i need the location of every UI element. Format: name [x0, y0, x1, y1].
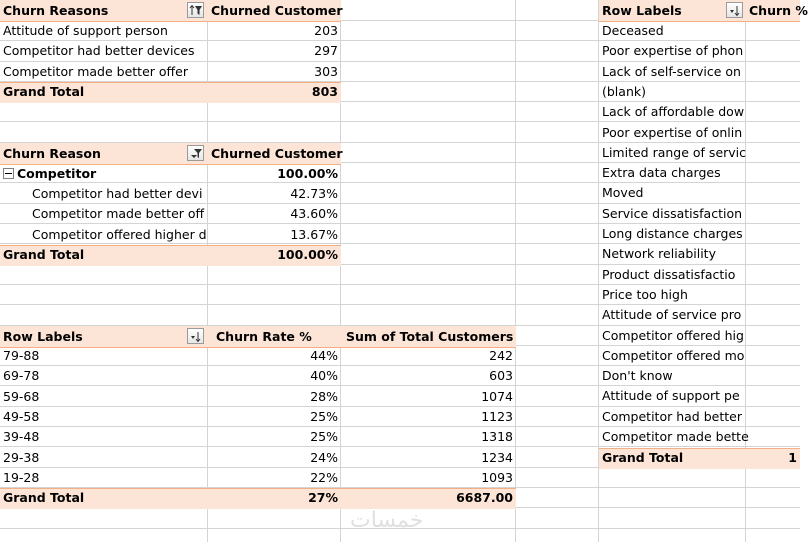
table3-row-customers: 1093 — [481, 469, 513, 485]
table3-row-rate: 22% — [310, 469, 338, 485]
table4-row-label: Don't know — [602, 368, 673, 384]
table1-row-label: Competitor had better devices — [3, 43, 195, 59]
collapse-minus-icon[interactable] — [3, 168, 14, 179]
table1-row-label: Attitude of support person — [3, 23, 168, 38]
table2-col1-header: Churn Reason — [0, 144, 185, 164]
table3-row-label: 59-68 — [3, 388, 40, 404]
table2-row-value: 43.60% — [290, 206, 338, 222]
filter-funnel-icon — [189, 147, 203, 160]
table2-col2-header: Churned Customer — [208, 144, 340, 164]
table3-total-rate: 27% — [308, 490, 338, 505]
dropdown-arrow-icon-button[interactable] — [726, 2, 743, 18]
table3-row-label: 49-58 — [3, 408, 40, 424]
table1-row-label: Competitor made better offer — [3, 63, 188, 79]
table4-row-label: (blank) — [602, 83, 646, 99]
dropdown-arrow-icon-button[interactable] — [187, 328, 204, 344]
table4-total-label: Grand Total — [602, 450, 684, 465]
table3-row-rate: 25% — [310, 429, 338, 445]
table3-row-label: 69-78 — [3, 368, 40, 384]
table4-row-label: Poor expertise of phon — [602, 43, 744, 59]
table3-row-customers: 1074 — [481, 388, 513, 404]
table2-row-label: Competitor had better devi — [32, 186, 203, 201]
table4-row-label: Limited range of servic — [602, 144, 747, 160]
table3-row-label: 19-28 — [3, 469, 40, 485]
table4-row-label: Competitor had better — [602, 408, 742, 424]
dropdown-sort-icon — [189, 330, 203, 343]
table3-row-rate: 28% — [310, 388, 338, 404]
table4-row-label: Poor expertise of onlin — [602, 124, 743, 140]
watermark: خمسات — [350, 508, 424, 533]
table3-row-rate: 40% — [310, 368, 338, 384]
table2-total-value: 100.00% — [277, 247, 338, 262]
table1-row-value: 297 — [314, 43, 338, 59]
table2-row-label: Competitor made better off — [32, 206, 205, 222]
table3-row-label: 39-48 — [3, 429, 40, 445]
table2-row-label: Competitor offered higher d — [32, 226, 207, 242]
table4-row-label: Lack of self-service on — [602, 63, 741, 79]
table3-col2-header: Churn Rate % — [213, 327, 340, 347]
table4-row-label: Moved — [602, 185, 644, 201]
table3-total-customers: 6687.00 — [456, 490, 513, 505]
table1-total-label: Grand Total — [3, 84, 85, 99]
table3-row-customers: 603 — [489, 368, 513, 384]
dropdown-sort-icon — [728, 4, 742, 17]
table1-total-value: 803 — [311, 84, 338, 99]
table2-group-label[interactable] — [0, 164, 200, 184]
table4-row-label: Service dissatisfaction — [602, 205, 743, 221]
table3-row-customers: 1123 — [481, 408, 513, 424]
table3-row-rate: 44% — [310, 348, 338, 363]
table4-row-label: Lack of affordable dow — [602, 104, 745, 120]
table3-row-label: 79-88 — [3, 348, 40, 363]
table1-col1-header: Churn Reasons — [0, 1, 185, 21]
table4-row-label: Price too high — [602, 286, 688, 302]
table3-row-rate: 25% — [310, 408, 338, 424]
table2-group-value: 100.00% — [277, 166, 338, 181]
filter-sort-icon-button[interactable] — [187, 2, 204, 18]
table4-row-label: Attitude of service pro — [602, 307, 742, 323]
table4-row-label: Long distance charges — [602, 226, 743, 241]
table3-row-rate: 24% — [310, 449, 338, 465]
table4-row-label: Network reliability — [602, 246, 716, 262]
table3-row-label: 29-38 — [3, 449, 40, 465]
table4-row-label: Product dissatisfactio — [602, 266, 736, 282]
table3-row-customers: 1234 — [481, 449, 513, 465]
table4-total-value: 1 — [788, 450, 797, 465]
filter-funnel-icon-button[interactable] — [187, 145, 204, 161]
table3-total-label: Grand Total — [3, 490, 85, 505]
table2-row-value: 13.67% — [290, 226, 338, 242]
table2-total-label: Grand Total — [3, 247, 85, 262]
table4-col2-header: Churn % — [746, 1, 800, 21]
table3-row-customers: 1318 — [481, 429, 513, 445]
table4-row-label: Competitor made bette — [602, 429, 749, 444]
table1-row-value: 303 — [314, 63, 338, 79]
table2-row-value: 42.73% — [290, 186, 338, 201]
table3-col3-header: Sum of Total Customers — [343, 327, 515, 347]
filter-sort-icon — [189, 4, 203, 17]
table4-row-label: Competitor offered hig — [602, 327, 744, 343]
table4-row-label: Competitor offered mo — [602, 347, 745, 363]
table4-row-label: Attitude of support pe — [602, 388, 740, 404]
table3-row-customers: 242 — [489, 348, 513, 363]
table3-col1-header: Row Labels — [0, 327, 185, 347]
table4-row-label: Deceased — [602, 23, 664, 38]
table4-row-label: Extra data charges — [602, 165, 721, 181]
table4-col1-header: Row Labels — [599, 1, 724, 21]
table1-col2-header: Churned Customer — [208, 1, 340, 21]
table2-group-name: Competitor — [17, 166, 97, 181]
table1-row-value: 203 — [314, 23, 338, 38]
